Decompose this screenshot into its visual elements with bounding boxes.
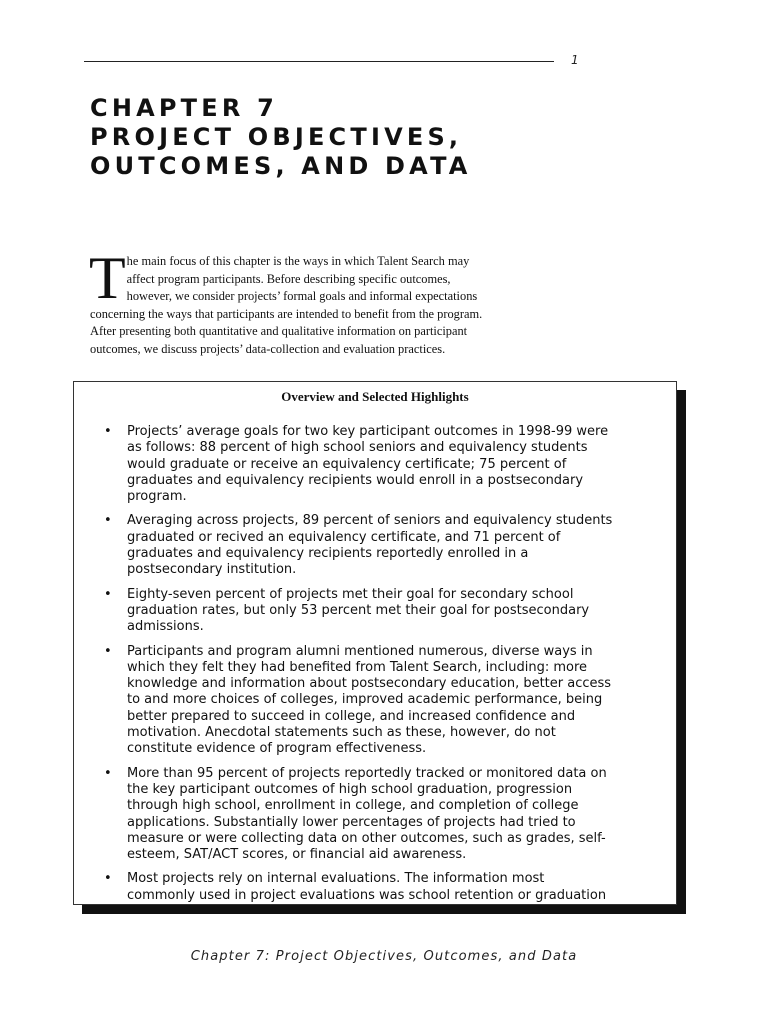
highlight-line: through high school, enrollment in college, and completion of college <box>127 798 579 814</box>
intro-line: concerning the ways that participants are intended to benefit from the program. <box>90 306 483 321</box>
highlight-line: graduates and equivalency recipients reportedly enrolled in a <box>127 546 529 562</box>
bullet-icon: • <box>104 586 112 602</box>
highlight-item <box>74 587 676 636</box>
highlight-item <box>74 513 676 578</box>
highlight-line: admissions. <box>127 619 204 635</box>
bullet-icon: • <box>104 513 112 529</box>
highlight-line: graduates and equivalency recipients would enroll in a postsecondary <box>127 472 584 488</box>
highlights-title: Overview and Selected Highlights <box>281 389 469 404</box>
bullet-icon: • <box>104 765 112 781</box>
intro-line: however, we consider projects’ formal goals and informal expectations <box>126 289 478 304</box>
highlight-line: motivation. Anecdotal statements such as these, however, do not <box>127 725 556 741</box>
highlight-item <box>74 871 676 904</box>
highlight-line: which they felt they had benefited from Talent Search, including: more <box>127 659 588 675</box>
intro-line: he main focus of this chapter is the ways in which Talent Search may <box>126 254 470 268</box>
highlight-line: the key participant outcomes of high school graduation, progression <box>127 781 573 797</box>
drop-cap: T <box>89 245 126 311</box>
highlight-line: constitute evidence of program effectiveness. <box>127 741 427 757</box>
intro-line: affect program participants. Before describing specific outcomes, <box>126 271 451 286</box>
highlight-line: Most projects rely on internal evaluations. The information most <box>127 871 545 887</box>
intro-line: outcomes, we discuss projects’ data-collection and evaluation practices. <box>90 341 446 356</box>
highlight-line: esteem, SAT/ACT scores, or financial aid awareness. <box>127 847 467 863</box>
highlight-line: measure or were collecting data on other outcomes, such as grades, self- <box>127 830 606 846</box>
chapter-title-line: OUTCOMES, AND DATA <box>90 152 472 180</box>
chapter-title-line: PROJECT OBJECTIVES, <box>90 123 463 151</box>
highlight-line: Projects’ average goals for two key participant outcomes in 1998-99 were <box>127 424 609 439</box>
page-number: 1 <box>571 53 579 67</box>
header-rule <box>84 61 554 62</box>
highlight-line: graduated or recived an equivalency certificate, and 71 percent of <box>127 529 561 545</box>
intro-line: After presenting both quantitative and qualitative information on participant <box>90 324 468 339</box>
highlight-line: as follows: 88 percent of high school seniors and equivalency students <box>127 440 588 456</box>
highlight-line: program. <box>127 489 187 505</box>
highlight-line: graduation rates, but only 53 percent met their goal for postsecondary <box>127 602 590 618</box>
highlight-line: would graduate or receive an equivalency certificate; 75 percent of <box>127 456 567 472</box>
highlight-line: Participants and program alumni mentioned numerous, diverse ways in <box>127 643 593 659</box>
highlight-line: commonly used in project evaluations was school retention or graduation <box>127 887 607 903</box>
highlight-line: knowledge and information about postsecondary education, better access <box>127 676 612 692</box>
intro-paragraph <box>89 245 560 359</box>
page-footer: Chapter 7: Project Objectives, Outcomes, and Data <box>190 949 578 964</box>
highlight-line: postsecondary institution. <box>127 562 297 578</box>
highlight-line: Averaging across projects, 89 percent of seniors and equivalency students <box>127 513 613 529</box>
highlight-item <box>74 644 676 758</box>
bullet-icon: • <box>104 643 112 659</box>
chapter-title-line: CHAPTER 7 <box>90 94 278 122</box>
highlight-item <box>74 424 676 505</box>
highlight-item <box>74 766 676 864</box>
bullet-icon: • <box>104 424 112 439</box>
chapter-title <box>90 94 472 181</box>
bullet-icon: • <box>104 871 112 887</box>
highlight-line: Eighty-seven percent of projects met their goal for secondary school <box>127 586 574 602</box>
highlight-line: to and more choices of colleges, improved academic performance, being <box>127 692 603 708</box>
highlight-line: applications. Substantially lower percentages of projects had tried to <box>127 814 576 830</box>
highlights-list <box>74 424 676 905</box>
highlight-line: better prepared to succeed in college, and increased confidence and <box>127 708 576 724</box>
highlight-line: More than 95 percent of projects reportedly tracked or monitored data on <box>127 765 607 781</box>
highlights-box <box>73 381 677 905</box>
